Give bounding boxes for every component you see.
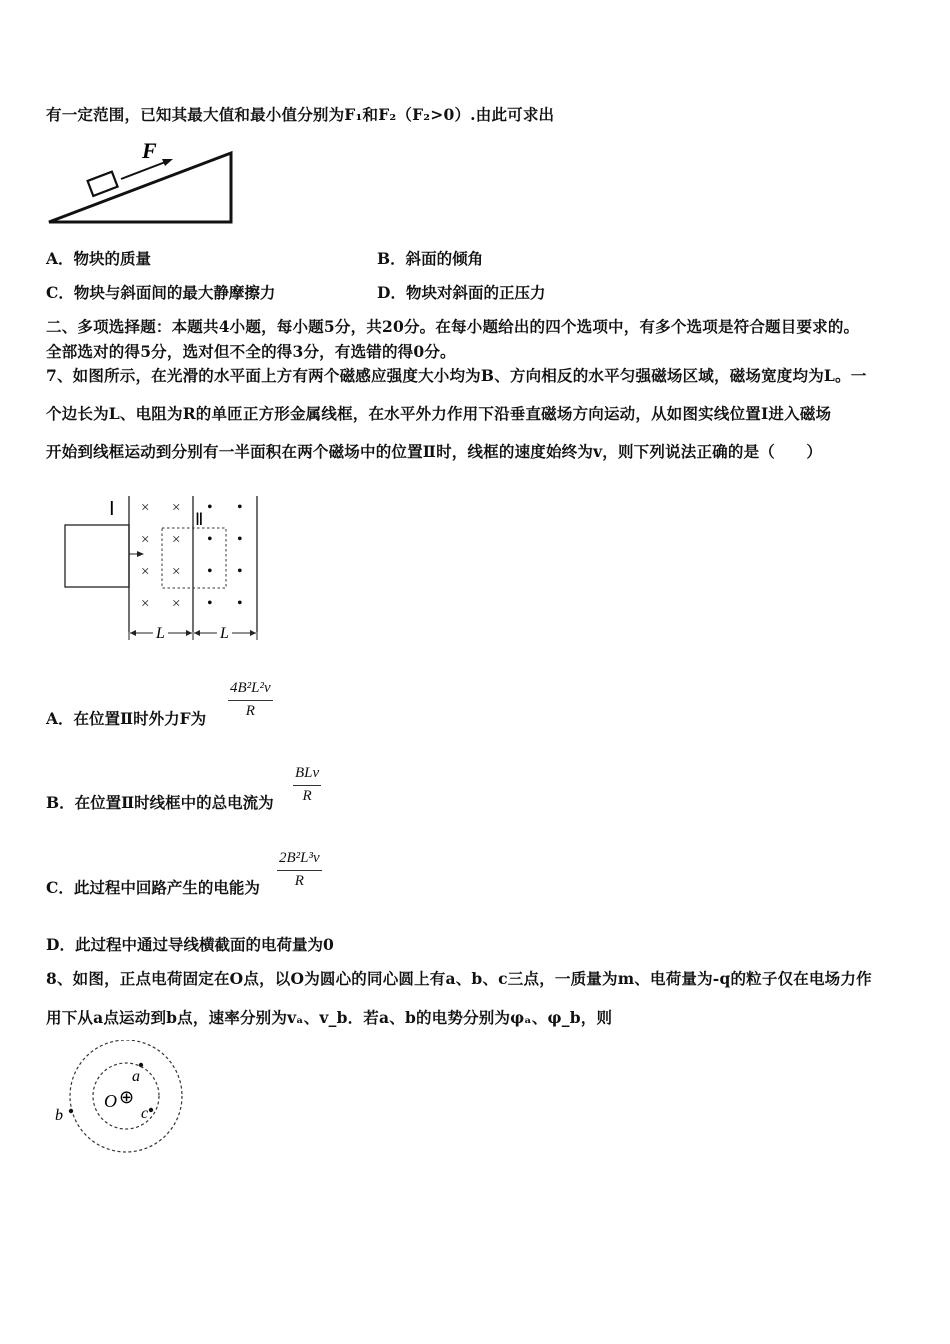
cross-mark: × <box>141 564 150 580</box>
q6-stem-tail: 有一定范围，已知其最大值和最小值分别为F₁和F₂（F₂>0）.由此可求出 <box>46 105 555 124</box>
cross-mark: × <box>172 564 181 580</box>
cross-mark: × <box>141 596 150 612</box>
q7-option-a[interactable]: A．在位置Ⅱ时外力F为 <box>46 709 207 728</box>
cross-mark: × <box>141 532 150 548</box>
width-label-left: L <box>156 625 165 642</box>
cross-mark: × <box>172 500 181 516</box>
fraction-denominator: R <box>302 788 312 804</box>
label-b: b <box>55 1107 63 1124</box>
label-position-II: Ⅱ <box>195 510 204 529</box>
magnetic-field-figure <box>60 488 270 648</box>
center-label: O <box>104 1091 117 1111</box>
q7-option-c[interactable]: C．此过程中回路产生的电能为 <box>46 878 260 897</box>
q6-option-c[interactable]: C．物块与斜面间的最大静摩擦力 <box>46 283 276 302</box>
force-label: F <box>142 138 157 163</box>
positive-charge-symbol: ⊕ <box>119 1087 135 1107</box>
q7-line3: 开始到线框运动到分别有一半面积在两个磁场中的位置Ⅱ时，线框的速度始终为v，则下列说法正确的是（ ） <box>46 442 823 461</box>
fraction-numerator: 4B²L²v <box>230 680 271 696</box>
fraction-numerator: BLv <box>295 765 320 781</box>
q8-line1: 8、如图，正点电荷固定在O点，以O为圆心的同心圆上有a、b、c三点，一质量为m、电荷量为-q的粒子仅在电场力作 <box>46 969 872 988</box>
section2-line1: 二、多项选择题：本题共4小题，每小题5分，共20分。在每小题给出的四个选项中，有多个选项是符合题目要求的。 <box>46 317 860 336</box>
width-label-right: L <box>220 625 229 642</box>
label-a: a <box>132 1068 140 1085</box>
block <box>88 172 118 196</box>
q7-option-b-fraction <box>293 765 321 805</box>
dot-mark: • <box>207 531 213 548</box>
fraction-denominator: R <box>294 873 304 889</box>
fraction-numerator: 2B²L³v <box>279 850 320 866</box>
q7-line1: 7、如图所示，在光滑的水平面上方有两个磁感应强度大小均为B、方向相反的水平匀强磁场区域，磁场宽度均为L。一 <box>46 366 867 385</box>
section2-line2: 全部选对的得5分，选对但不全的得3分，有选错的得0分。 <box>46 342 456 361</box>
dot-mark: • <box>207 563 213 580</box>
label-c: c <box>141 1105 149 1122</box>
q7-option-a-fraction <box>228 680 273 720</box>
dot-mark: • <box>237 595 243 612</box>
point-b <box>69 1109 73 1113</box>
dot-mark: • <box>207 499 213 516</box>
q6-option-a[interactable]: A．物块的质量 <box>46 249 152 268</box>
incline-figure <box>44 138 240 230</box>
dot-mark: • <box>207 595 213 612</box>
q7-option-d[interactable]: D．此过程中通过导线横截面的电荷量为0 <box>46 935 334 954</box>
cross-mark: × <box>172 532 181 548</box>
q7-option-c-fraction <box>277 850 322 890</box>
cross-mark: × <box>141 500 150 516</box>
cross-mark: × <box>172 596 181 612</box>
point-a <box>139 1063 143 1067</box>
fraction-denominator: R <box>245 703 255 719</box>
q7-line2: 个边长为L、电阻为R的单匝正方形金属线框，在水平外力作用下沿垂直磁场方向运动，从如图实线位置Ⅰ进入磁场 <box>46 404 832 423</box>
dot-mark: • <box>237 531 243 548</box>
frame-position-I <box>65 525 129 587</box>
q7-option-b[interactable]: B．在位置Ⅱ时线框中的总电流为 <box>46 793 274 812</box>
q6-option-d[interactable]: D．物块对斜面的正压力 <box>377 283 546 302</box>
q8-line2: 用下从a点运动到b点，速率分别为vₐ、v_b．若a、b的电势分别为φₐ、φ_b，则 <box>46 1008 613 1027</box>
dot-mark: • <box>237 499 243 516</box>
dot-mark: • <box>237 563 243 580</box>
q6-option-b[interactable]: B．斜面的倾角 <box>377 249 484 268</box>
label-position-I: Ⅰ <box>109 499 115 520</box>
concentric-circles-figure <box>50 1040 190 1158</box>
point-c <box>149 1108 153 1112</box>
